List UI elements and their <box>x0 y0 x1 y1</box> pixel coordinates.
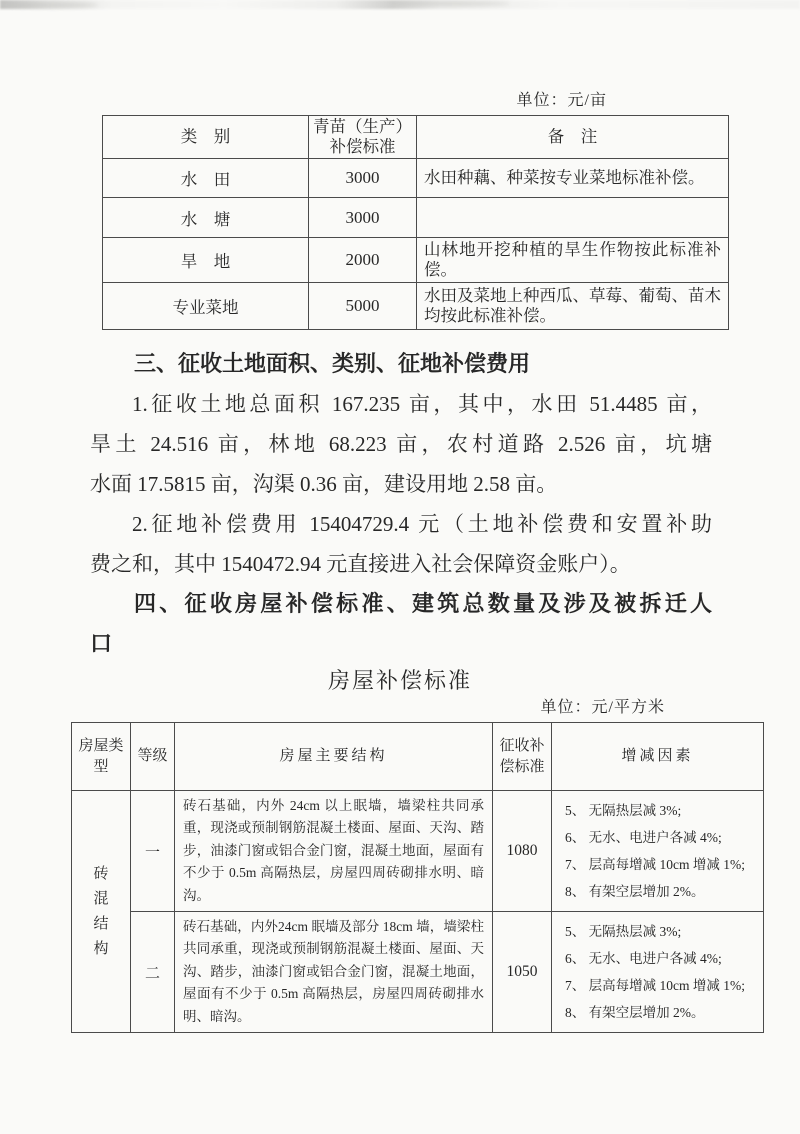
section-heading-4 <box>90 584 712 664</box>
cell-structure: 砖石基础，内外 24cm 以上眠墙，墙梁柱共同承重，现浇或预制钢筋混凝土楼面、屋面、天沟、踏步，油漆门窗或铝合金门窗，混凝土地面，屋面有不少于 0.5m 高隔热层，房屋四周砖砌排水明、暗沟。 <box>175 791 493 912</box>
table-row <box>103 159 729 198</box>
header-standard-line1: 青苗（生产） <box>313 117 412 136</box>
cell-note <box>417 198 729 238</box>
factor-item: 7、 层高每增减 10cm 增减 1%; <box>565 978 745 994</box>
table-row <box>72 912 764 1033</box>
body-text-block <box>90 344 712 664</box>
table-row <box>72 791 764 912</box>
header-factors: 增减因素 <box>552 723 764 791</box>
crop-compensation-table <box>102 115 729 330</box>
paragraph-2 <box>90 504 712 584</box>
house-table-title: 房屋补偿标准 <box>327 668 472 693</box>
paragraph-1 <box>90 384 712 504</box>
scan-smudge <box>8 2 98 8</box>
cell-house-type <box>72 791 131 1033</box>
paragraph-2-line-1: 2.征地补偿费用 15404729.4 元（土地补偿费和安置补助 <box>132 512 712 536</box>
cell-standard: 3000 <box>309 159 417 198</box>
cell-factors <box>552 912 764 1033</box>
cell-structure: 砖石基础，内外24cm 眠墙及部分 18cm 墙，墙梁柱共同承重，现浇或预制钢筋混凝土楼面、屋面、天沟、踏步，油漆门窗或铝合金门窗，混凝土地面，屋面有不少于 0.5m 高隔热层，房屋四周砖砌排水明、暗沟。 <box>175 912 493 1033</box>
section-heading-4-line-2: 口 <box>90 631 113 656</box>
header-standard <box>309 116 417 159</box>
house-compensation-table <box>71 722 764 1033</box>
header-category: 类 别 <box>103 116 309 159</box>
factor-item: 8、 有架空层增加 2%。 <box>565 1005 705 1021</box>
factor-item: 8、 有架空层增加 2%。 <box>565 884 705 900</box>
section-heading-4-line-1: 四、征收房屋补偿标准、建筑总数量及涉及被拆迁人 <box>134 591 712 616</box>
cell-note: 水田种藕、种菜按专业菜地标准补偿。 <box>417 159 729 198</box>
factor-item: 6、 无水、电进户各减 4%; <box>565 951 722 967</box>
paragraph-1-line-1: 1.征收土地总面积 167.235 亩，其中，水田 51.4485 亩， <box>132 392 712 416</box>
unit-label-top: 单位：元/亩 <box>516 92 607 109</box>
cell-note: 水田及菜地上种西瓜、草莓、葡萄、苗木均按此标准补偿。 <box>417 283 729 330</box>
cell-note: 山林地开挖种植的旱生作物按此标准补偿。 <box>417 238 729 283</box>
cell-factors <box>552 791 764 912</box>
paragraph-2-line-2: 费之和，其中 1540472.94 元直接进入社会保障资金账户）。 <box>90 552 631 576</box>
table-header-row <box>72 723 764 791</box>
house-type-vertical-text: 砖混结构 <box>93 865 109 957</box>
cell-category: 专业菜地 <box>103 283 309 330</box>
factor-item: 5、 无隔热层减 3%; <box>565 924 682 940</box>
cell-standard: 1080 <box>493 791 552 912</box>
header-structure: 房屋主要结构 <box>175 723 493 791</box>
paragraph-1-line-3: 水面 17.5815 亩，沟渠 0.36 亩，建设用地 2.58 亩。 <box>90 472 558 496</box>
paragraph-1-line-2: 旱土 24.516 亩，林地 68.223 亩，农村道路 2.526 亩，坑塘 <box>90 432 712 456</box>
header-standard-line2: 补偿标准 <box>329 137 396 156</box>
header-grade: 等级 <box>131 723 175 791</box>
cell-standard: 1050 <box>493 912 552 1033</box>
factor-item: 5、 无隔热层减 3%; <box>565 803 682 819</box>
unit-label-bottom: 单位：元/平方米 <box>540 699 665 716</box>
cell-grade: 二 <box>131 912 175 1033</box>
header-note: 备 注 <box>417 116 729 159</box>
cell-standard: 3000 <box>309 198 417 238</box>
factor-item: 6、 无水、电进户各减 4%; <box>565 830 722 846</box>
header-standard: 征收补偿标准 <box>493 723 552 791</box>
table-header-row <box>103 116 729 159</box>
cell-category: 水 塘 <box>103 198 309 238</box>
table-row <box>103 238 729 283</box>
cell-category: 水 田 <box>103 159 309 198</box>
scan-smudge <box>390 1 510 6</box>
cell-category: 旱 地 <box>103 238 309 283</box>
cell-standard: 2000 <box>309 238 417 283</box>
table-row <box>103 283 729 330</box>
header-house-type: 房屋类型 <box>72 723 131 791</box>
cell-grade: 一 <box>131 791 175 912</box>
cell-standard: 5000 <box>309 283 417 330</box>
section-heading-3: 三、征收土地面积、类别、征地补偿费用 <box>134 351 531 376</box>
factor-item: 7、 层高每增减 10cm 增减 1%; <box>565 857 745 873</box>
table-row <box>103 198 729 238</box>
